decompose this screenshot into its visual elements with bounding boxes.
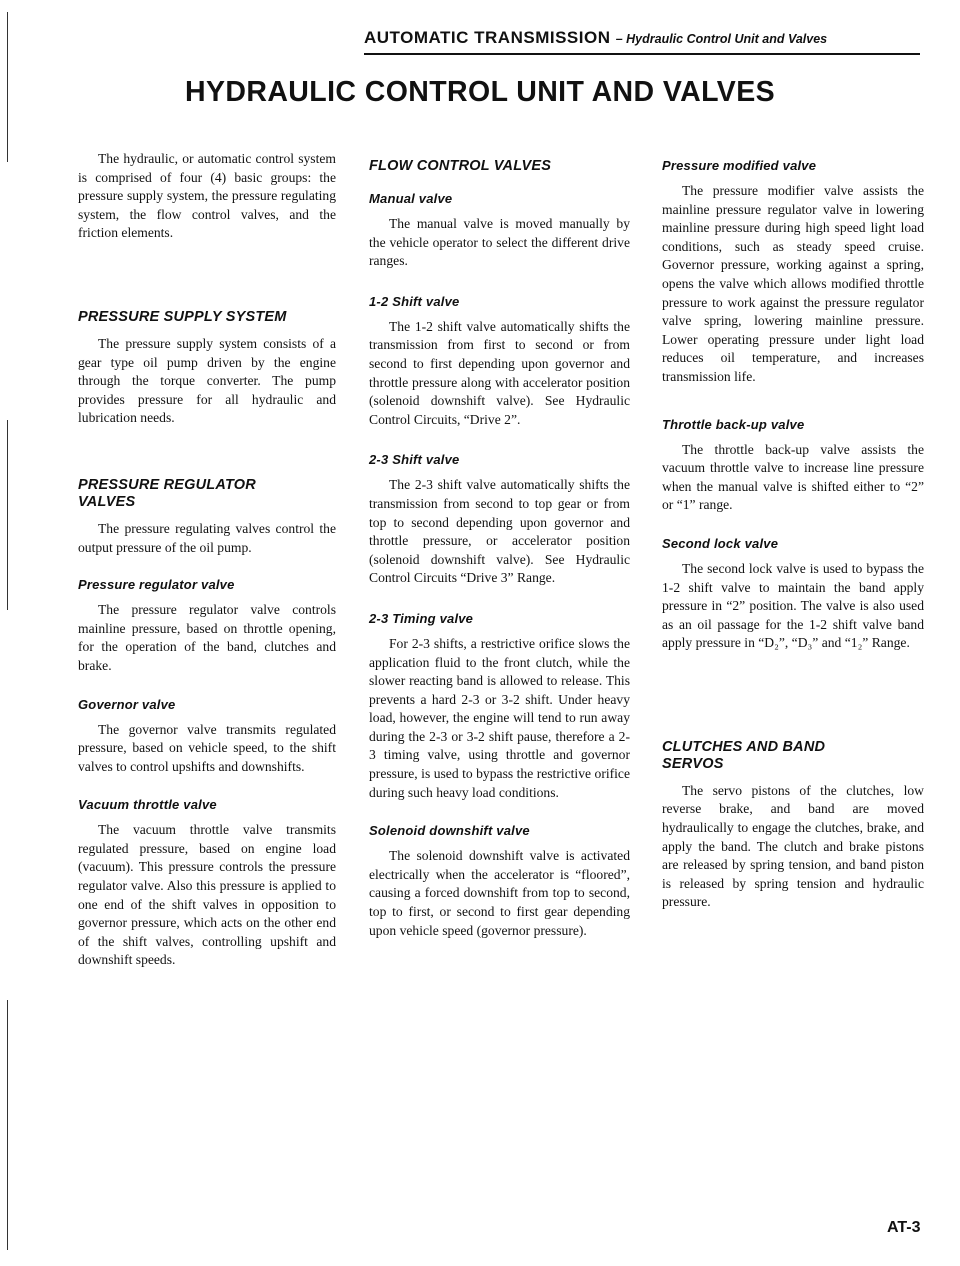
heading-solenoid-downshift-valve: Solenoid downshift valve (369, 823, 530, 839)
heading-clutches-and-band-servos (662, 739, 924, 773)
heading-clutches-and-band-servos-line2: SERVOS (662, 755, 724, 772)
heading-governor-valve: Governor valve (78, 696, 176, 712)
heading-clutches-and-band-servos-line1: CLUTCHES AND BAND (662, 738, 826, 755)
heading-pressure-regulator-valve: Pressure regulator valve (78, 577, 235, 593)
running-header-title: AUTOMATIC TRANSMISSION (364, 28, 611, 47)
paragraph-solenoid-downshift-valve: The solenoid downshift valve is activated electrically when the accelerator is “floored”, causing a forced downshift from top to second, top to first, or second to first gear depending upon vehicle speed (governor pressure). (369, 848, 630, 938)
column-left (78, 150, 336, 970)
paragraph-clutches-and-band-servos: The servo pistons of the clutches, low reverse brake, and band are moved hydraulically to engage the clutches, brake, and apply the band. The clutch and brake pistons are released by spring tension, and band piston is released by spring tension and hydraulic pressure. (662, 782, 924, 910)
page-number: AT-3 (887, 1219, 921, 1236)
heading-pressure-modified-valve: Pressure modified valve (662, 158, 817, 173)
running-header-subtitle: – Hydraulic Control Unit and Valves (615, 32, 828, 46)
paragraph-pressure-supply-system: The pressure supply system consists of a gear type oil pump driven by the engine through the torque converter. The pump provides pressure for all hydraulic and lubrication needs. (78, 335, 336, 426)
paragraph-shift-valve-2-3: The 2-3 shift valve automatically shifts the transmission from second to top gear or from top to second depending upon governor and throttle pressure, or accelerator position (solenoid downshift valve). See Hydraulic Control Circuits “Drive 3” Range. (369, 477, 630, 586)
page-title: HYDRAULIC CONTROL UNIT AND VALVES (184, 76, 776, 108)
column-middle (369, 150, 630, 940)
paragraph-pressure-regulator-valve: The pressure regulator valve controls mainline pressure, based on throttle opening, for the operation of the band, clutches and brake. (78, 602, 336, 673)
paragraph-pressure-modified-valve: The pressure modifier valve assists the mainline pressure regulator valve in lowering mainline pressure during high speed light load conditions, such as steady speed cruise. Governor pressure, working against a spring, opens the valve which allows modified throttle pressure to work against the pressure regulator valve spring, lowering mainline pressure. Lower operating pressure under light load reduces oil temperature, and increases transmission life. (662, 183, 924, 384)
heading-timing-valve-2-3: 2-3 Timing valve (369, 610, 474, 626)
heading-pressure-regulator-valves-line1: PRESSURE REGULATOR (78, 476, 256, 493)
heading-shift-valve-2-3: 2-3 Shift valve (369, 452, 460, 468)
heading-second-lock-valve: Second lock valve (662, 535, 779, 551)
running-header (364, 28, 922, 48)
paragraph-vacuum-throttle-valve: The vacuum throttle valve transmits regulated pressure, based on engine load (vacuum). This pressure controls the pressure regulator valve. Also this pressure is applied to one end of the shift valves in opposition to governor pressure, which acts on the other end of the shift valves, controlling upshift and downshift speeds. (78, 822, 336, 968)
paragraph-governor-valve: The governor valve transmits regulated pressure, based on vehicle speed, to the shift valves to control upshifts and downshifts. (78, 721, 336, 774)
column-right (662, 150, 924, 912)
paragraph-pressure-regulator-valves: The pressure regulating valves control the output pressure of the oil pump. (78, 520, 336, 555)
margin-line-bottom (7, 1000, 8, 1250)
heading-throttle-backup-valve: Throttle back-up valve (662, 416, 805, 432)
heading-manual-valve: Manual valve (369, 191, 453, 206)
heading-pressure-supply-system: PRESSURE SUPPLY SYSTEM (78, 308, 287, 325)
paragraph-shift-valve-1-2: The 1-2 shift valve automatically shifts the transmission from first to second or from second to first depending upon governor and throttle pressure along with accelerator position (solenoid downshift valve). See Hydraulic Control Circuits, “Drive 2”. (369, 318, 630, 427)
heading-vacuum-throttle-valve: Vacuum throttle valve (78, 797, 217, 813)
heading-flow-control-valves: FLOW CONTROL VALVES (369, 158, 552, 174)
paragraph-throttle-backup-valve: The throttle back-up valve assists the vacuum throttle valve to increase line pressure when the manual valve is shifted either to “2” or “1” range. (662, 441, 924, 513)
margin-line-mid (7, 420, 8, 610)
header-rule (364, 53, 920, 55)
heading-pressure-regulator-valves (78, 477, 336, 511)
paragraph-second-lock-valve: The second lock valve is used to bypass the 1-2 shift valve to maintain the band apply pressure in “2” position. The valve is also used as an oil passage for the 1-2 shift valve band apply pressure in “D₂”, “D₃” and “1₂” Range. (662, 560, 924, 651)
heading-pressure-regulator-valves-line2: VALVES (78, 493, 136, 510)
paragraph-timing-valve-2-3: For 2-3 shifts, a restrictive orifice slows the application fluid to the front clutch, while the slower reacting band is allowed to release. This prevents a hard 2-3 or 3-2 shift. Under heavy load, however, the engine will tend to run away during the 2-3 or 3-2 shift pause, therefore a 2-3 timing valve, using throttle and governor pressure, is used to bypass the restrictive orifice during such heavy load conditions. (369, 635, 630, 800)
intro-paragraph: The hydraulic, or automatic control system is comprised of four (4) basic groups: the pressure supply system, the pressure regulating system, the flow control valves, and the friction elements. (78, 151, 336, 241)
paragraph-manual-valve: The manual valve is moved manually by the vehicle operator to select the different drive ranges. (369, 216, 630, 269)
heading-shift-valve-1-2: 1-2 Shift valve (369, 293, 460, 309)
